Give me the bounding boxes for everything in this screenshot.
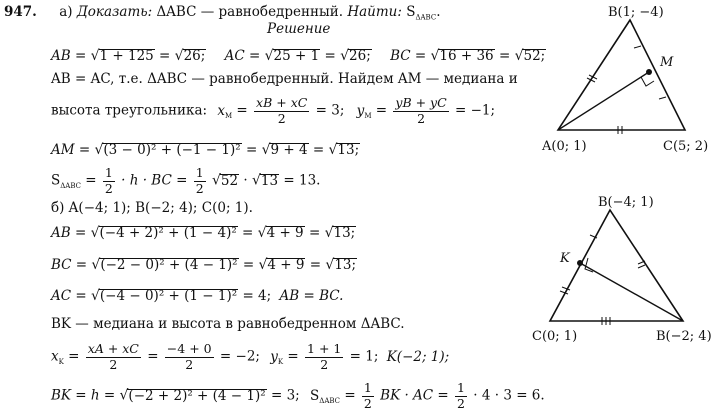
isosceles-line: AB = AC, т.е. ΔABC — равнобедренный. Найдем AM — медиана и bbox=[51, 71, 518, 87]
triangle-abc bbox=[558, 20, 685, 130]
bk-area-line: BK = h = √(−2 + 2)² + (4 − 1)² = 3; $S_{\Delta ABC}$ = $\frac{1}{2}$ BK · AC = $\frac{1}{2}$ · 4 · 3 = 6. bbox=[51, 380, 545, 411]
label-b: B(1; −4) bbox=[608, 5, 664, 20]
k-coords-line: $x_K$ = $\frac{xA + xC}{2}$ = $\frac{-4 + 0}{2}$ = −2; $y_K$ = $\frac{1 + 1}{2}$ = 1; K(−2; 1); bbox=[51, 341, 450, 372]
point-k bbox=[577, 260, 583, 266]
median-am bbox=[558, 72, 649, 130]
triangle-figure-a bbox=[530, 0, 725, 160]
prove-label: Доказать: bbox=[76, 4, 153, 20]
bc-line: BC = √(−2 − 0)² + (4 − 1)² = √4 + 9 = √13; bbox=[51, 257, 357, 273]
label-b2: B(−4; 1) bbox=[598, 195, 654, 210]
median-bk bbox=[580, 263, 683, 321]
triangle-figure-b bbox=[530, 190, 725, 355]
bk-median-line: BK — медиана и высота в равнобедренном ΔABC. bbox=[51, 316, 405, 332]
area-a-line: $S_{\Delta ABC}$ = $\frac{1}{2}$ · h · BC = $\frac{1}{2}$ √52 · √13 = 13. bbox=[51, 165, 321, 196]
right-angle-mark bbox=[641, 77, 654, 86]
part-a-label: а) bbox=[59, 4, 73, 20]
am-line: AM = √(3 − 0)² + (−1 − 1)² = √9 + 4 = √13; bbox=[51, 142, 360, 158]
problem-number: 947. bbox=[4, 4, 37, 20]
triangle-abc-b bbox=[550, 210, 683, 321]
label-a2: B(−2; 4) bbox=[656, 329, 712, 344]
ab-line: AB = √(−4 + 2)² + (1 − 4)² = √4 + 9 = √13; bbox=[51, 225, 356, 241]
prove-text: ΔABC — равнобедренный. bbox=[156, 4, 344, 20]
part-b-header: б) A(−4; 1); B(−2; 4); C(0; 1). bbox=[51, 200, 253, 216]
midpoint-line: высота треугольника: $x_M$ = $\frac{xB + xC}{2}$ = 3; $y_M$ = $\frac{yB + yC}{2}$ = −1; bbox=[51, 95, 496, 126]
find-text: $S_{\Delta ABC}$. bbox=[406, 4, 441, 22]
label-c: C(5; 2) bbox=[663, 139, 709, 154]
ac-line: AC = √(−4 − 0)² + (1 − 1)² = 4; AB = BC. bbox=[51, 288, 344, 304]
label-a: A(0; 1) bbox=[542, 139, 587, 154]
sides-line: AB = √1 + 125 = √26; AC = √25 + 1 = √26; BC = √16 + 36 = √52; bbox=[51, 48, 546, 64]
problem-header bbox=[4, 6, 440, 22]
solution-heading: Решение bbox=[267, 21, 331, 37]
label-m: M bbox=[660, 55, 674, 70]
find-label: Найти: bbox=[347, 4, 402, 20]
point-m bbox=[646, 69, 652, 75]
label-k: K bbox=[560, 251, 570, 266]
label-c2: C(0; 1) bbox=[532, 329, 578, 344]
